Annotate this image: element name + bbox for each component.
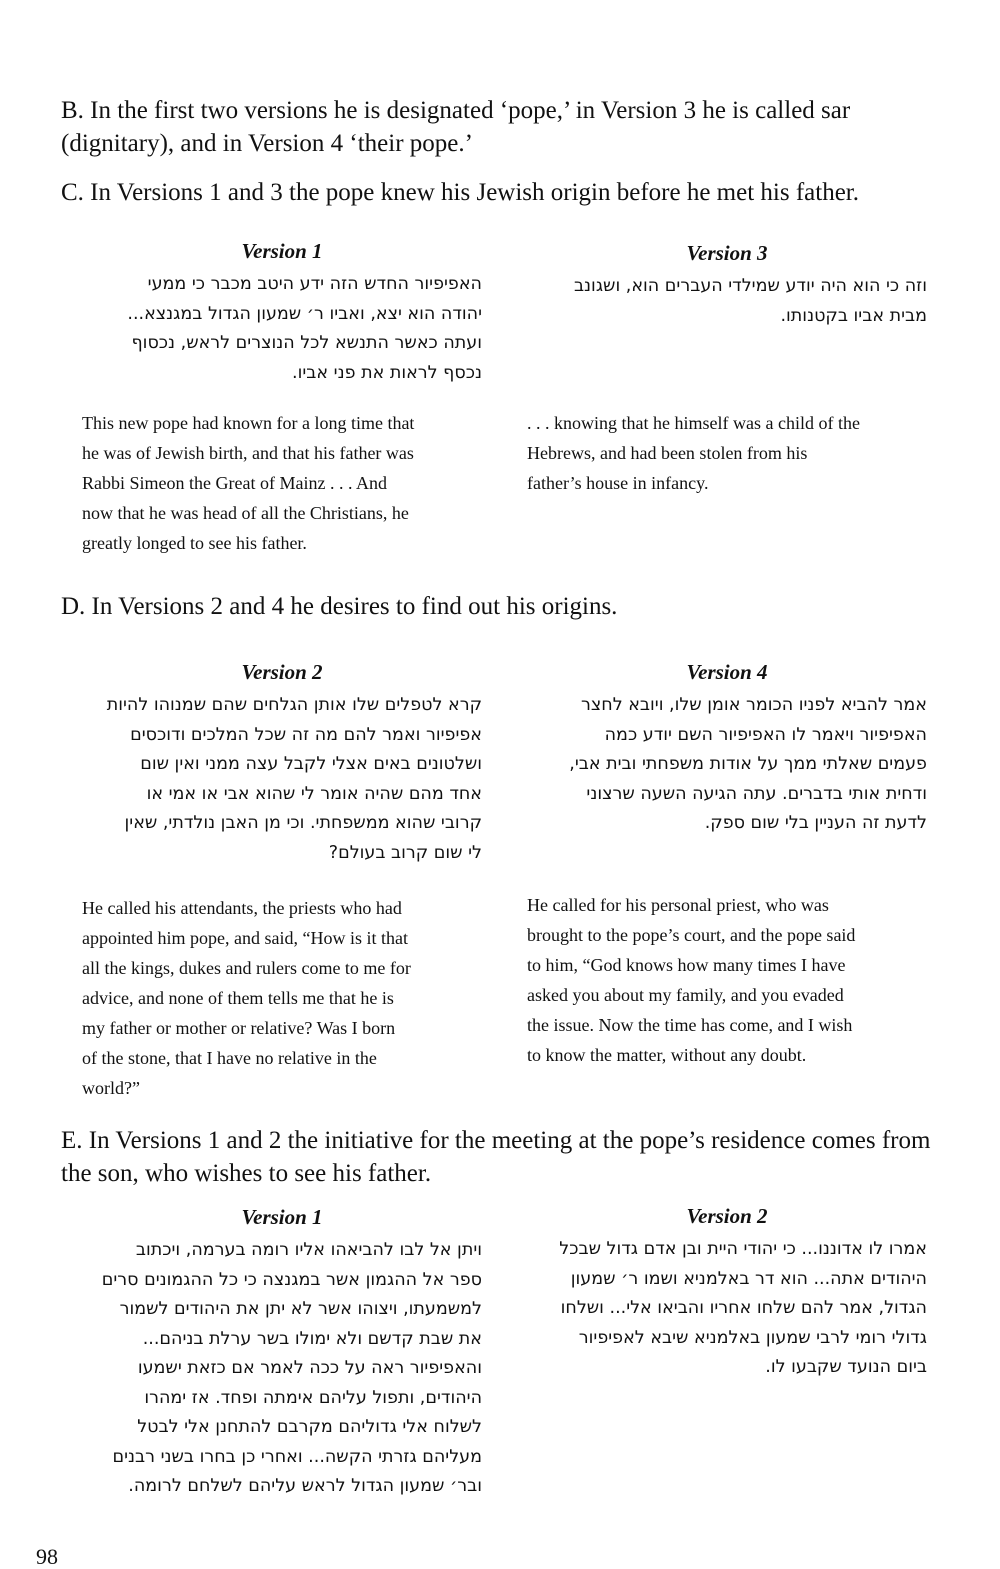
section-d-heading: D. In Versions 2 and 4 he desires to find out his origins. bbox=[61, 593, 618, 620]
english-translation: This new pope had known for a long time that he was of Jewish birth, and that his father was Rabbi Simeon the Great of Mainz . . . And now that he was head of all the Christians, he greatly longed to see his father. bbox=[82, 413, 415, 553]
version-title: Version 1 bbox=[241, 1205, 323, 1229]
section-c-version-1-translation bbox=[82, 408, 482, 558]
page-number: 98 bbox=[36, 1544, 58, 1569]
hebrew-passage: האפיפיור החדש הזה ידע היטב מכבר כי ממעי יהודה הוא יצא, ואביו ר׳ שמעון הגדול במגנצא... ועתה כאשר התנשא לכל הנוצרים לראש, נכסוף נכסף לראות את פני אביו. bbox=[127, 274, 482, 383]
version-title: Version 4 bbox=[686, 660, 768, 684]
section-c-version-3-column bbox=[527, 240, 927, 331]
hebrew-passage: קרא לטפלים שלו אותן הגלחים שהם שמנוהו להיות אפיפיור ואמר להם מה זה שכל המלכים ודוכסים ושלטונים באים אצלי לקבל עצה ממני ואין שום אחד מהם שהיה אומר לי שהוא אבי או אמי או קרובי שהוא ממשפחתי. וכי מן האבן נולדתי, שאין לי שום קרוב בעולם? bbox=[106, 695, 482, 863]
section-e-version-1-column bbox=[82, 1204, 482, 1502]
english-translation: . . . knowing that he himself was a child of the Hebrews, and had been stolen from his father’s house in infancy. bbox=[527, 413, 860, 493]
version-title: Version 2 bbox=[686, 1204, 768, 1228]
section-e-version-2-column bbox=[527, 1203, 927, 1383]
version-title: Version 2 bbox=[241, 660, 323, 684]
section-c-version-3-translation bbox=[527, 408, 927, 498]
section-d-version-4-column bbox=[527, 659, 927, 839]
section-c-heading: C. In Versions 1 and 3 the pope knew his Jewish origin before he met his father. bbox=[61, 179, 859, 206]
section-c-version-1-column bbox=[82, 238, 482, 388]
english-translation: He called for his personal priest, who was brought to the pope’s court, and the pope said to him, “God knows how many times I have asked you about my family, and you evaded the issue. Now the time has come, and I wish to know the matter, without any doubt. bbox=[527, 895, 856, 1065]
section-b-heading: B. In the first two versions he is designated ‘pope,’ in Version 3 he is called sar (dignitary), and in Version 4 ‘their pope.’ bbox=[61, 97, 851, 157]
section-d-version-2-column bbox=[82, 659, 482, 868]
section-d-version-4-translation bbox=[527, 890, 927, 1070]
hebrew-passage: וזה כי הוא היה יודע שמילדי העברים הוא, ושגונב מבית אביו בקטנותו. bbox=[573, 276, 927, 326]
english-translation: He called his attendants, the priests who had appointed him pope, and said, “How is it that all the kings, dukes and rulers come to me for advice, and none of them tells me that he is my father or mother or relative? Was I born of the stone, that I have no relative in the world?” bbox=[82, 898, 411, 1098]
hebrew-passage: אמרו לו אדוננו... כי יהודי היית ובן אדם גדול שבכל היהודים אתה... הוא דר באלמניא ושמו ר׳ שמעון הגדול, אמר להם שלחו אחריו והביאו אלי... ושלחו גדולי רומי לרבי שמעון באלמניא שיבא לאפיפיור ביום הנועד שקבעו לו. bbox=[559, 1239, 927, 1377]
section-e-heading: E. In Versions 1 and 2 the initiative for the meeting at the pope’s residence comes from the son, who wishes to see his father. bbox=[61, 1127, 931, 1187]
version-title: Version 3 bbox=[686, 241, 768, 265]
version-title: Version 1 bbox=[241, 239, 323, 263]
hebrew-passage: אמר להביא לפניו הכומר אומן שלו, ויובא לחצר האפיפיור ויאמר לו האפיפיור השם יודע כמה פעמים שאלתי ממך על אודות משפחתי ובית אבי, ודחית אותי בדברים. עתה הגיעה השעה שרצוני לדעת זה העניין בלי שום ספק. bbox=[569, 695, 927, 833]
section-d-version-2-translation bbox=[82, 893, 482, 1103]
hebrew-passage: ויתן אל לבו להביאהו אליו רומה בערמה, ויכתוב ספר אל ההגמון אשר במגנצה כי כל ההגמונים סרים למשמעתו, ויצוהו אשר לא יתן את היהודים לשמור את שבת קדשם ולא ימולו בשר ערלת בניהם... והאפיפיור ראה על ככה לאמר אם כזאת ישמעו היהודים, ותפול עליהם אימתה ופחד. אז ימהרו לשלוח אלי גדוליהם מקרבם להתחנן אלי לבטל מעליהם גזרתי הקשה... ואחרי כן בחרו בשני רבנים ובר׳ שמעון הגדול לראש עליהם לשלחם לרומה. bbox=[101, 1240, 482, 1496]
